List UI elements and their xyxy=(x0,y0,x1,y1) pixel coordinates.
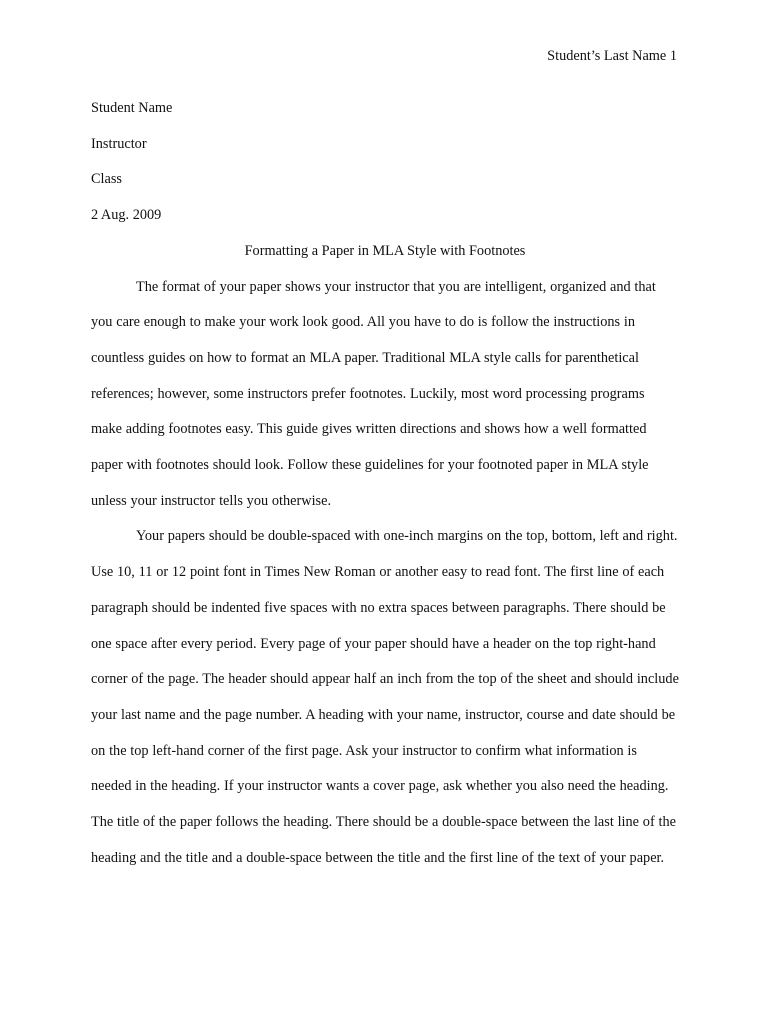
heading-block xyxy=(91,91,679,234)
student-name: Student Name xyxy=(91,100,173,116)
document-body xyxy=(91,91,679,876)
paragraph-2: Your papers should be double-spaced with one-inch margins on the top, bottom, left and right. Use 10, 11 or 12 point font in Times New Roman or another easy to read font. The first line of each paragraph should be indented five spaces with no extra spaces between paragraphs. There should be one space after every period. Every page of your paper should have a header on the top right-hand corner of the page. The header should appear half an inch from the top of the sheet and should include your last name and the page number. A heading with your name, instructor, course and date should be on the top left-hand corner of the first page. Ask your instructor to confirm what information is needed in the heading. If your instructor wants a cover page, ask whether you also need the heading. The title of the paper follows the heading. There should be a double-space between the last line of the heading and the title and a double-space between the title and the first line of the text of your paper. xyxy=(91,528,679,866)
instructor-name: Instructor xyxy=(91,135,147,152)
paragraph-1: The format of your paper shows your instructor that you are intelligent, organized and that you care enough to make your work look good. All you have to do is follow the instructions in countless guides on how to format an MLA paper. Traditional MLA style calls for parenthetical references; however, some instructors prefer footnotes. Luckily, most word processing programs make adding footnotes easy. This guide gives written directions and shows how a well formatted paper with footnotes should look. Follow these guidelines for your footnoted paper in MLA style unless your instructor tells you otherwise. xyxy=(91,278,656,509)
running-header: Student’s Last Name 1 xyxy=(547,48,677,64)
paper-date: 2 Aug. 2009 xyxy=(91,207,162,224)
class-name: Class xyxy=(91,171,122,188)
paper-title: Formatting a Paper in MLA Style with Footnotes xyxy=(244,242,526,259)
